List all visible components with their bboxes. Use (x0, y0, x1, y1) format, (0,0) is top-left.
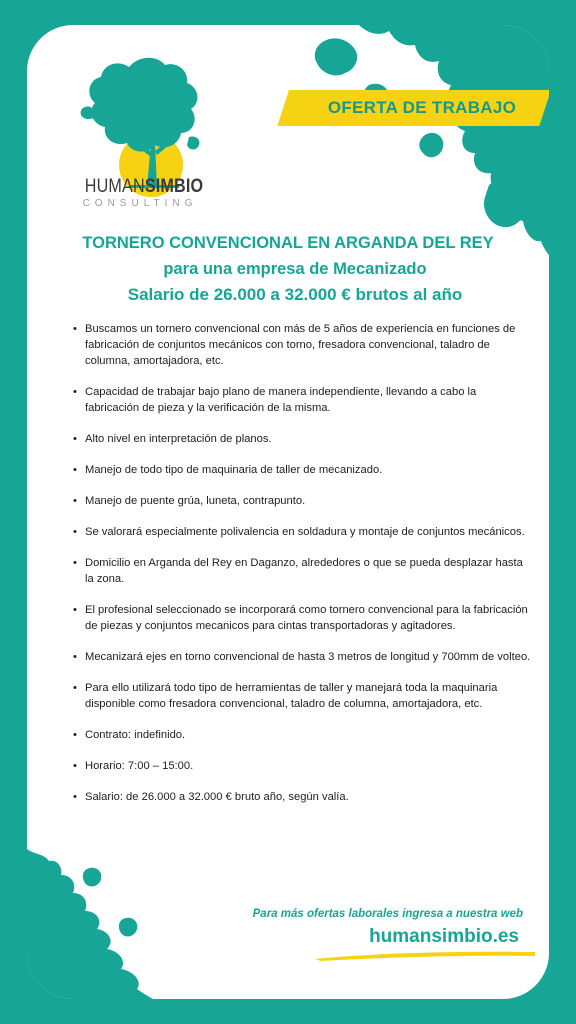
job-offer-card (27, 25, 549, 999)
list-item: • Manejo de todo tipo de maquinaria de taller de mecanizado. (73, 462, 533, 478)
decorative-splash-top (189, 25, 549, 255)
footer-note: Para más ofertas laborales ingresa a nuestra web (252, 908, 523, 920)
job-company-type: para una empresa de Mecanizado (163, 260, 427, 278)
list-item: • Manejo de puente grúa, luneta, contrapunto. (73, 493, 533, 509)
list-item: • Se valorará especialmente polivalencia en soldadura y montaje de conjuntos mecánicos. (73, 524, 533, 540)
list-item: • Salario: de 26.000 a 32.000 € bruto año, según valía. (73, 789, 533, 805)
offer-banner-label: OFERTA DE TRABAJO (327, 98, 517, 117)
underline-swash (315, 949, 535, 961)
list-item: • Para ello utilizará todo tipo de herramientas de taller y manejará toda la maquinaria disponible como fresadora convencional, taladro de columna, amortajadora, etc. (73, 680, 533, 712)
brand-name (84, 176, 204, 197)
job-salary: Salario de 26.000 a 32.000 € brutos al año (127, 285, 463, 304)
website-link[interactable]: humansimbio.es (369, 926, 519, 947)
list-item: • Capacidad de trabajar bajo plano de manera independiente, llevando a cabo la fabricación de pieza y la verificación de la misma. (73, 384, 533, 416)
brand-logo (75, 177, 205, 211)
list-item: • Horario: 7:00 – 15:00. (73, 758, 533, 774)
list-item: • Contrato: indefinido. (73, 727, 533, 743)
brand-simbio: SIMBIO (144, 176, 204, 197)
job-headline (27, 230, 549, 308)
job-requirements-list (73, 321, 533, 820)
list-item: • Buscamos un tornero convencional con más de 5 años de experiencia en funciones de fabricación de conjuntos mecánicos con torno, fresadora convencional, taladro de columna, amortajadora, etc. (73, 321, 533, 369)
list-item: • El profesional seleccionado se incorporará como tornero convencional para la fabricación de piezas y conjuntos mecanicos para cintas transportadoras y agitadores. (73, 602, 533, 634)
decorative-splash-bottom (27, 849, 167, 999)
list-item: • Mecanizará ejes en torno convencional de hasta 3 metros de longitud y 700mm de volteo. (73, 649, 533, 665)
brand-subtitle: CONSULTING (82, 198, 198, 209)
list-item: • Alto nivel en interpretación de planos. (73, 431, 533, 447)
brand-human: HUMAN (84, 176, 145, 197)
job-title: TORNERO CONVENCIONAL EN ARGANDA DEL REY (82, 234, 494, 252)
list-item: • Domicilio en Arganda del Rey en Daganzo, alrededores o que se pueda desplazar hasta la zona. (73, 555, 533, 587)
